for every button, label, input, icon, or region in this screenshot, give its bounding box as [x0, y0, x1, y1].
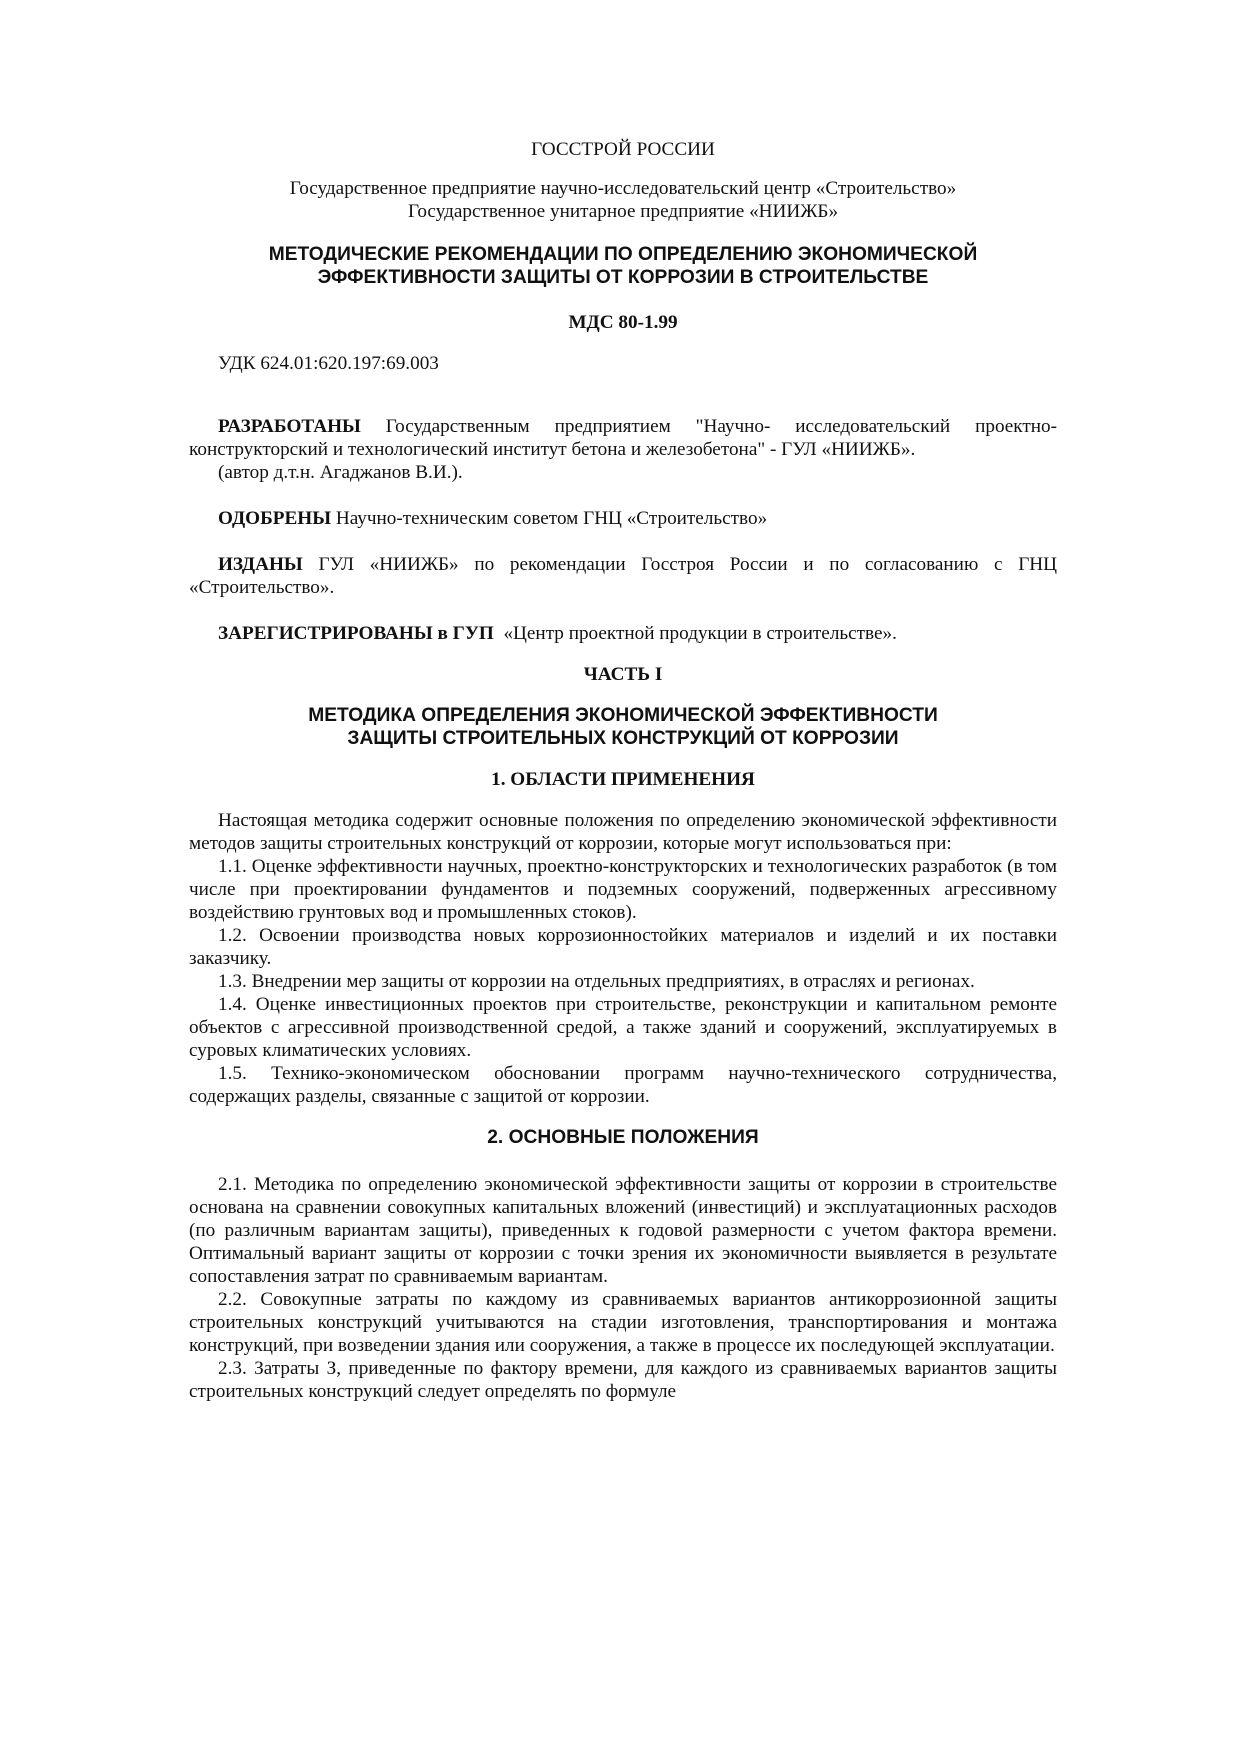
section-1-item: 1.1. Оценке эффективности научных, проектно-конструкторских и технологических разработок (в том числе при проектировании фундаментов и подземных сооружений, подверженных агрессивному воздействию грунтовых вод и промышленных стоков).	[189, 856, 1057, 923]
udk-code: УДК 624.01:620.197:69.003	[218, 353, 439, 374]
registered-label: ЗАРЕГИСТРИРОВАНЫ в ГУП	[218, 623, 494, 644]
section-1-intro: Настоящая методика содержит основные положения по определению экономической эффективности методов защиты строительных конструкций от коррозии, которые могут использоваться при:	[189, 810, 1057, 854]
developed-text: Государственным предприятием "Научно- исследовательский проектно-конструкторский и технологический институт бетона и железобетона" - ГУЛ «НИИЖБ».	[189, 416, 1057, 460]
published-text: ГУЛ «НИИЖБ» по рекомендации Госстроя России и по согласованию с ГНЦ «Строительство».	[189, 554, 1058, 598]
organization-line-2: Государственное унитарное предприятие «НИИЖБ»	[407, 201, 839, 222]
developed-label: РАЗРАБОТАНЫ	[218, 416, 361, 437]
developed-paragraph	[189, 415, 1057, 461]
section-1-heading: 1. ОБЛАСТИ ПРИМЕНЕНИЯ	[491, 769, 755, 790]
section-1-item: 1.3. Внедрении мер защиты от коррозии на отдельных предприятиях, в отраслях и регионах.	[218, 971, 975, 992]
document-title-line-2: ЭФФЕКТИВНОСТИ ЗАЩИТЫ ОТ КОРРОЗИИ В СТРОИТЕЛЬСТВЕ	[317, 267, 929, 288]
approved-paragraph	[189, 507, 1057, 530]
document-title-line-1: МЕТОДИЧЕСКИЕ РЕКОМЕНДАЦИИ ПО ОПРЕДЕЛЕНИЮ ЭКОНОМИЧЕСКОЙ	[268, 244, 978, 265]
published-paragraph	[189, 553, 1057, 599]
section-2-heading: 2. ОСНОВНЫЕ ПОЛОЖЕНИЯ	[487, 1127, 759, 1148]
part-label: ЧАСТЬ I	[583, 664, 663, 685]
registered-paragraph	[189, 622, 1057, 645]
registered-text: «Центр проектной продукции в строительстве».	[503, 623, 897, 644]
approved-label: ОДОБРЕНЫ	[218, 508, 332, 529]
section-2-item: 2.3. Затраты З, приведенные по фактору времени, для каждого из сравниваемых вариантов защиты строительных конструкций следует определять по формуле	[189, 1358, 1057, 1402]
part-title-line-2: ЗАЩИТЫ СТРОИТЕЛЬНЫХ КОНСТРУКЦИЙ ОТ КОРРОЗИИ	[347, 728, 899, 749]
organization-line-1: Государственное предприятие научно-исследовательский центр «Строительство»	[289, 178, 957, 199]
section-2-item: 2.1. Методика по определению экономической эффективности защиты от коррозии в строительстве основана на сравнении совокупных капитальных вложений (инвестиций) и эксплуатационных расходов (по различным вариантам защиты), приведенных к годовой размерности с учетом фактора времени. Оптимальный вариант защиты от коррозии с точки зрения их экономичности выявляется в результате сопоставления затрат по сравниваемым вариантам.	[189, 1174, 1057, 1287]
section-1-item: 1.4. Оценке инвестиционных проектов при строительстве, реконструкции и капитальном ремонте объектов с агрессивной производственной средой, а также зданий и сооружений, эксплуатируемых в суровых климатических условиях.	[189, 994, 1057, 1061]
part-title-line-1: МЕТОДИКА ОПРЕДЕЛЕНИЯ ЭКОНОМИЧЕСКОЙ ЭФФЕКТИВНОСТИ	[308, 705, 938, 726]
document-page	[189, 138, 1057, 1403]
author-line: (автор д.т.н. Агаджанов В.И.).	[218, 462, 463, 483]
agency-name: ГОССТРОЙ РОССИИ	[531, 139, 715, 160]
document-code: МДС 80-1.99	[568, 312, 678, 333]
published-label: ИЗДАНЫ	[218, 554, 303, 575]
section-2-item: 2.2. Совокупные затраты по каждому из сравниваемых вариантов антикоррозионной защиты строительных конструкций учитываются на стадии изготовления, транспортирования и монтажа конструкций, при возведении здания или сооружения, а также в процессе их последующей эксплуатации.	[189, 1289, 1057, 1356]
section-1-item: 1.2. Освоении производства новых коррозионностойких материалов и изделий и их поставки заказчику.	[189, 925, 1057, 969]
section-1-item: 1.5. Технико-экономическом обосновании программ научно-технического сотрудничества, содержащих разделы, связанные с защитой от коррозии.	[189, 1063, 1057, 1107]
approved-text: Научно-техническим советом ГНЦ «Строительство»	[335, 508, 768, 529]
